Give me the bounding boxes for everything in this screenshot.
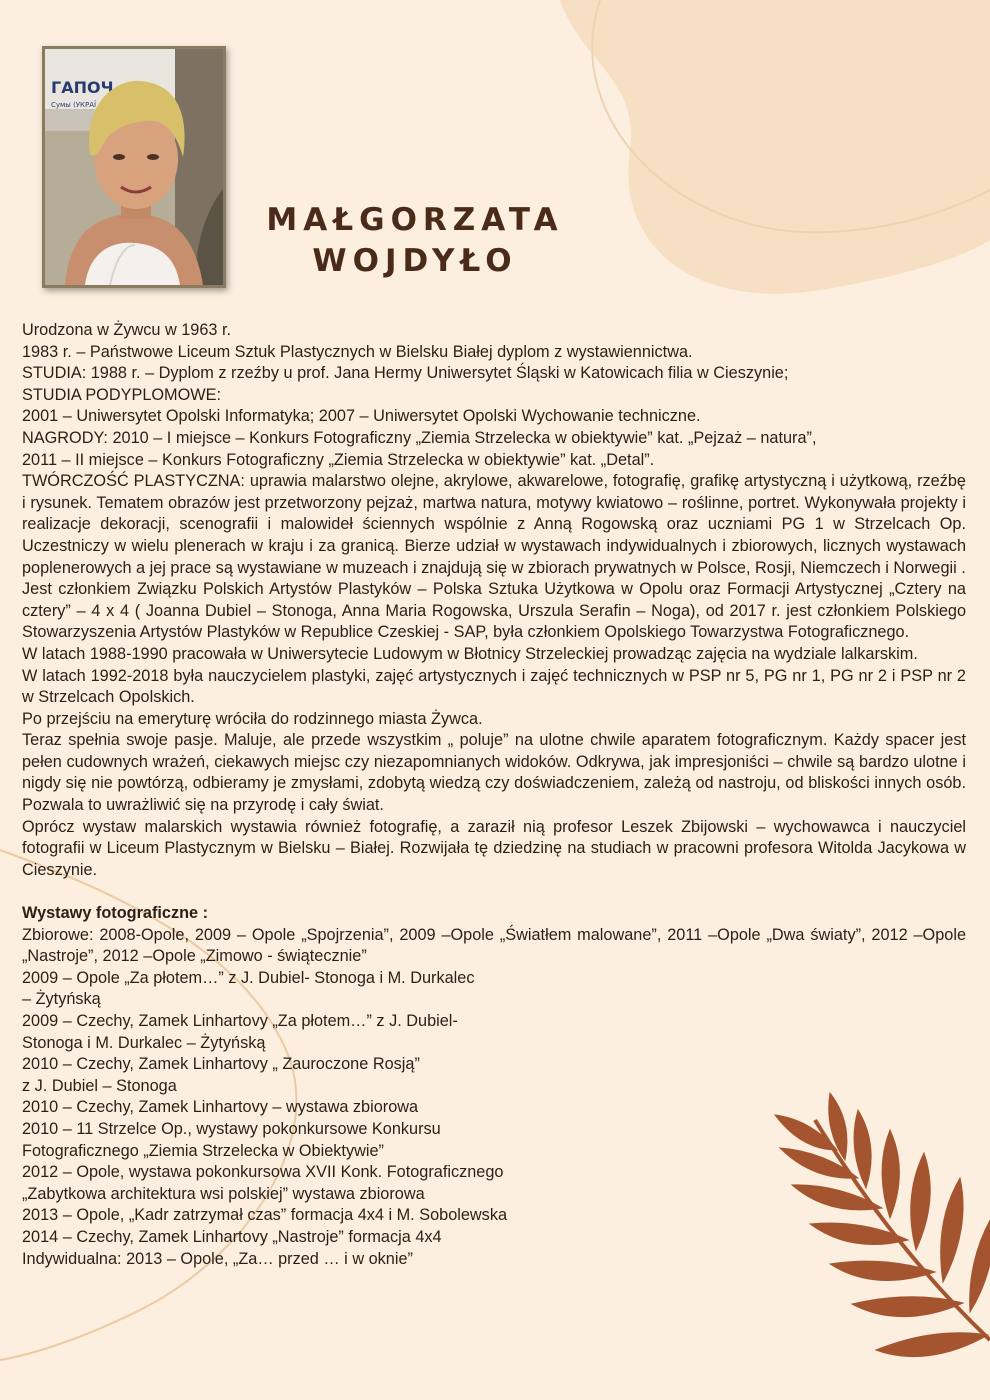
exhibition-line: 2009 – Opole „Za płotem…” z J. Dubiel- Stonoga i M. Durkalec	[22, 968, 475, 987]
bio-photography: Oprócz wystaw malarskich wystawia również fotografię, a zaraził nią profesor Leszek Zbijowski – wychowawca i nauczyciel fotografii w Liceum Plastycznym w Bielsku – Białej. Rozwijała tę dziedzinę na studiach w pracowni profesora Witolda Jacykowa w Cieszynie.	[22, 817, 966, 879]
exhibition-line: 2009 – Czechy, Zamek Linhartovy „Za płotem…” z J. Dubiel-	[22, 1012, 458, 1030]
decorative-blob	[560, 0, 990, 294]
spacer	[22, 881, 966, 903]
bio-teaching: W latach 1992-2018 była nauczycielem plastyki, zajęć artystycznych i zajęć technicznych w PSP nr 5, PG nr 1, PG nr 2 i PSP nr 2 w Strzelcach Opolskich.	[22, 666, 966, 707]
bio-folk-university: W latach 1988-1990 pracowała w Uniwersytecie Ludowym w Błotnicy Strzeleckiej prowadząc zajęcia na wydziale lalkarskim.	[22, 644, 918, 663]
exhibitions-heading: Wystawy fotograficzne :	[22, 904, 209, 923]
bio-retirement: Po przejściu na emeryturę wróciła do rodzinnego miasta Żywca.	[22, 709, 483, 728]
exhibition-line: 2013 – Opole, „Kadr zatrzymał czas” formacja 4x4 i M. Sobolewska	[22, 1206, 508, 1225]
biography-section	[22, 320, 966, 1270]
exhibition-line: „Zabytkowa architektura wsi polskiej” wystawa zbiorowa	[22, 1184, 425, 1203]
name-second-line: WOJDYŁO	[312, 243, 518, 279]
exhibition-line: Fotograficznego „Ziemia Strzelecka w Obiektywie”	[22, 1141, 384, 1160]
bio-studies: STUDIA: 1988 r. – Dyplom z rzeźby u prof. Jana Hermy Uniwersytet Śląski w Katowicach filia w Cieszynie;	[22, 364, 789, 383]
exhibition-line: 2014 – Czechy, Zamek Linhartovy „Nastroje” formacja 4x4	[22, 1227, 442, 1246]
exhibition-line: 2012 – Opole, wystawa pokonkursowa XVII Konk. Fotograficznego	[22, 1163, 504, 1182]
bio-postgraduate: 2001 – Uniwersytet Opolski Informatyka; 2007 – Uniwersytet Opolski Wychowanie techniczne.	[22, 407, 701, 426]
bio-postgraduate-heading: STUDIA PODYPLOMOWE:	[22, 385, 222, 404]
exhibition-line: 2010 – Czechy, Zamek Linhartovy „ Zauroczone Rosją”	[22, 1055, 420, 1074]
bio-awards: NAGRODY: 2010 – I miejsce – Konkurs Fotograficzny „Ziemia Strzelecka w obiektywie” kat. „Pejzaż – natura”,	[22, 428, 817, 447]
bio-birth: Urodzona w Żywcu w 1963 r.	[22, 321, 232, 339]
bio-awards-2011: 2011 – II miejsce – Konkurs Fotograficzny „Ziemia Strzelecka w obiektywie” kat. „Detal”.	[22, 450, 655, 469]
bio-memberships: Jest członkiem Związku Polskich Artystów Plastyków – Polska Sztuka Użytkowa w Opolu oraz Formacji Artystycznej „Cztery na cztery” – 4 x 4 ( Joanna Dubiel – Stonoga, Anna Maria Rogowska, Urszula Serafin – Noga), od 2017 r. jest członkiem Polskiego Stowarzyszenia Artystów Plastyków w Republice Czeskiej - SAP, była członkiem Opolskiego Towarzystwa Fotograficznego.	[22, 580, 966, 642]
exhibition-line: – Żytyńską	[22, 990, 101, 1009]
exhibition-line: Indywidualna: 2013 – Opole, „Za… przed … i w oknie”	[22, 1249, 413, 1268]
exhibitions-collective: Zbiorowe: 2008-Opole, 2009 – Opole „Spojrzenia”, 2009 –Opole „Światłem malowane”, 2011 –Opole „Dwa światy”, 2012 –Opole „Nastroje”, 2012 –Opole „Zimowo - świątecznie”	[22, 925, 966, 966]
exhibition-line: 2010 – 11 Strzelce Op., wystawy pokonkursowe Konkursu	[22, 1119, 441, 1138]
exhibition-line: 2010 – Czechy, Zamek Linhartovy – wystawa zbiorowa	[22, 1098, 419, 1117]
photo-sign-text: ГАПОЧ	[51, 78, 114, 97]
bio-artistic-work: TWÓRCZOŚĆ PLASTYCZNA: uprawia malarstwo olejne, akrylowe, akwarelowe, fotografię, grafikę artystyczną i użytkową, rzeźbę i rysunek. Tematem obrazów jest przetworzony pejzaż, martwa natura, motywy kwiatowo – roślinne, portret. Wykonywała projekty i realizacje dekoracji, scenografii i malowideł ściennych wspólnie z Anną Rogowską oraz uczniami PG 1 w Strzelcach Op. Uczestniczy w wielu plenerach w kraju i za granicą. Bierze udział w wystawach indywidualnych i zbiorowych, licznych wystawach poplenerowych a jej prace są wystawiane w muzeach i znajdują się w zbiorach prywatnych w Polsce, Rosji, Niemczech i Norwegii .	[22, 472, 966, 577]
exhibition-line: Stonoga i M. Durkalec – Żytyńską	[22, 1033, 266, 1052]
bio-school: 1983 r. – Państwowe Liceum Sztuk Plastycznych w Bielsku Białej dyplom z wystawiennictwa.	[22, 342, 693, 361]
name-first-line: MAŁGORZATA	[266, 202, 564, 238]
exhibition-line: z J. Dubiel – Stonoga	[22, 1076, 177, 1095]
photo-sign-subtext: Сумы (УКРАЇ	[51, 101, 97, 109]
bio-passions: Teraz spełnia swoje pasje. Maluje, ale przede wszystkim „ poluje” na ulotne chwile aparatem fotograficznym. Każdy spacer jest pełen cudownych wrażeń, ciekawych miejsc czy niezapomnianych widoków. Odkrywa, jak impresjoniści – chwile są bardzo ulotne i nigdy się nie powtórzą, odbieramy je zmysłami, zdobytą wiedzą czy doświadczeniem, zależą od nastroju, od bliskości innych osób. Pozwala to uwrażliwić się na przyrodę i cały świat.	[22, 731, 966, 815]
portrait-photo	[42, 46, 226, 288]
